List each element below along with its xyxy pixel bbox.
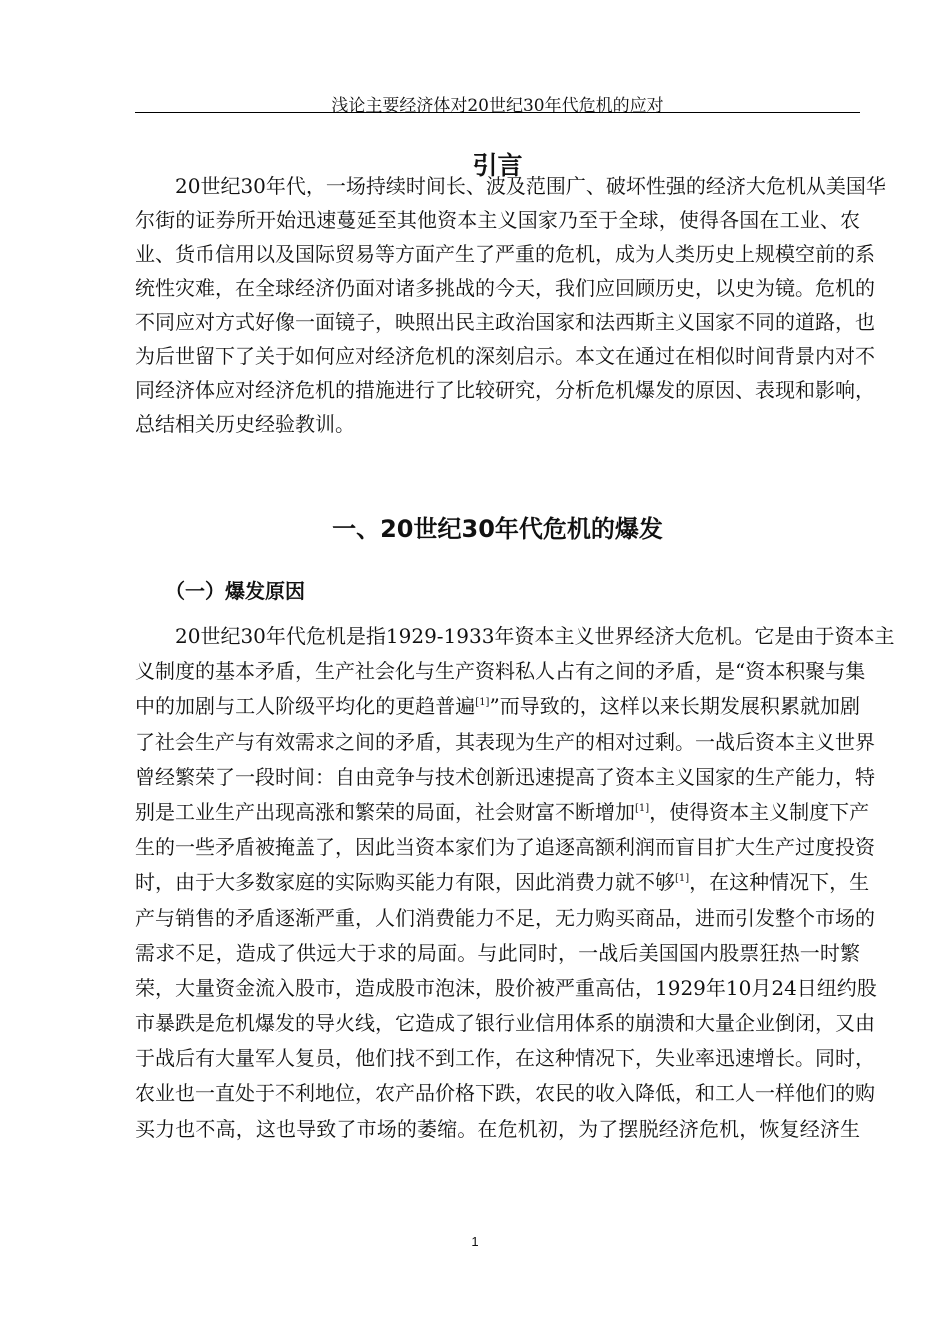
text-line bbox=[135, 373, 875, 407]
text-segment: 总结相关历史经验教训。 bbox=[135, 412, 355, 436]
section-heading: 一、20世纪30年代危机的爆发 bbox=[332, 515, 663, 543]
text-line bbox=[135, 407, 860, 441]
text-segment: 了社会生产与有效需求之间的矛盾，其表现为生产的相对过剩。一战后资本主义世界 bbox=[135, 729, 875, 754]
running-header: 浅论主要经济体对20世纪30年代危机的应对 bbox=[331, 96, 664, 116]
text-line bbox=[135, 795, 870, 830]
text-line bbox=[135, 689, 860, 724]
text-line bbox=[135, 1076, 875, 1111]
subsection-heading: （一）爆发原因 bbox=[165, 579, 305, 603]
text-line bbox=[135, 1041, 875, 1076]
header-divider bbox=[135, 112, 860, 113]
citation-marker[interactable]: [1] bbox=[675, 873, 690, 885]
text-line bbox=[135, 725, 875, 760]
text-line bbox=[135, 654, 866, 689]
text-segment: ”而导致的，这样以来长期发展积累就加剧 bbox=[489, 694, 860, 719]
citation-marker[interactable]: [1] bbox=[635, 802, 650, 814]
text-line bbox=[135, 971, 877, 1006]
text-segment: 为后世留下了关于如何应对经济危机的深刻启示。本文在通过在相似时间背景内对不 bbox=[135, 344, 875, 368]
text-line bbox=[135, 901, 875, 936]
text-segment: 业、货币信用以及国际贸易等方面产生了严重的危机，成为人类历史上规模空前的系 bbox=[135, 242, 875, 266]
text-segment: 生的一些矛盾被掩盖了，因此当资本家们为了追逐高额利润而盲目扩大生产过度投资 bbox=[135, 835, 875, 860]
text-segment: 中的加剧与工人阶级平均化的更趋普遍 bbox=[135, 694, 476, 719]
text-segment: 需求不足，造成了供远大于求的局面。与此同时，一战后美国国内股票狂热一时繁 bbox=[135, 940, 860, 965]
text-line bbox=[135, 619, 895, 654]
text-line bbox=[135, 203, 860, 237]
text-segment: 尔街的证券所开始迅速蔓延至其他资本主义国家乃至于全球，使得各国在工业、农 bbox=[135, 208, 860, 232]
text-line bbox=[135, 865, 870, 900]
text-line bbox=[135, 830, 875, 865]
text-segment: 20世纪30年代，一场持续时间长、波及范围广、破坏性强的经济大危机从美国华 bbox=[175, 174, 886, 198]
text-segment: 别是工业生产出现高涨和繁荣的局面，社会财富不断增加 bbox=[135, 799, 635, 824]
text-segment: 于战后有大量军人复员，他们找不到工作，在这种情况下，失业率迅速增长。同时， bbox=[135, 1046, 875, 1071]
text-line bbox=[135, 1006, 875, 1041]
text-segment: 同经济体应对经济危机的措施进行了比较研究，分析危机爆发的原因、表现和影响， bbox=[135, 378, 875, 402]
intro-heading: 引言 bbox=[472, 151, 523, 180]
text-segment: 时，由于大多数家庭的实际购买能力有限，因此消费力就不够 bbox=[135, 870, 675, 895]
text-segment: 荣，大量资金流入股市，造成股市泡沫，股价被严重高估，1929年10月24日纽约股 bbox=[135, 975, 877, 1000]
text-segment: 不同应对方式好像一面镜子，映照出民主政治国家和法西斯主义国家不同的道路，也 bbox=[135, 310, 875, 334]
text-segment: ，使得资本主义制度下产 bbox=[649, 799, 870, 824]
text-line bbox=[135, 1112, 860, 1147]
text-segment: 统性灾难，在全球经济仍面对诸多挑战的今天，我们应回顾历史，以史为镜。危机的 bbox=[135, 276, 875, 300]
page-number: 1 bbox=[471, 1234, 479, 1249]
intro-paragraph bbox=[135, 169, 886, 441]
text-segment: 市暴跌是危机爆发的导火线，它造成了银行业信用体系的崩溃和大量企业倒闭，又由 bbox=[135, 1011, 875, 1036]
text-line bbox=[135, 936, 860, 971]
text-line bbox=[135, 305, 875, 339]
body-paragraph bbox=[135, 619, 895, 1147]
citation-marker[interactable]: [1] bbox=[475, 697, 490, 709]
text-line bbox=[135, 169, 886, 203]
text-segment: 产与销售的矛盾逐渐严重，人们消费能力不足，无力购买商品，进而引发整个市场的 bbox=[135, 905, 875, 930]
text-line bbox=[135, 237, 875, 271]
text-line bbox=[135, 760, 875, 795]
text-segment: ，在这种情况下，生 bbox=[689, 870, 870, 895]
text-segment: 20世纪30年代危机是指1929-1933年资本主义世界经济大危机。它是由于资本主 bbox=[175, 624, 895, 648]
text-segment: 农业也一直处于不利地位，农产品价格下跌，农民的收入降低，和工人一样他们的购 bbox=[135, 1081, 875, 1106]
text-segment: 买力也不高，这也导致了市场的萎缩。在危机初，为了摆脱经济危机，恢复经济生 bbox=[135, 1116, 860, 1141]
text-segment: 义制度的基本矛盾，生产社会化与生产资料私人占有之间的矛盾，是“资本积聚与集 bbox=[135, 659, 866, 684]
text-segment: 曾经繁荣了一段时间：自由竞争与技术创新迅速提高了资本主义国家的生产能力，特 bbox=[135, 764, 875, 789]
text-line bbox=[135, 339, 875, 373]
text-line bbox=[135, 271, 875, 305]
